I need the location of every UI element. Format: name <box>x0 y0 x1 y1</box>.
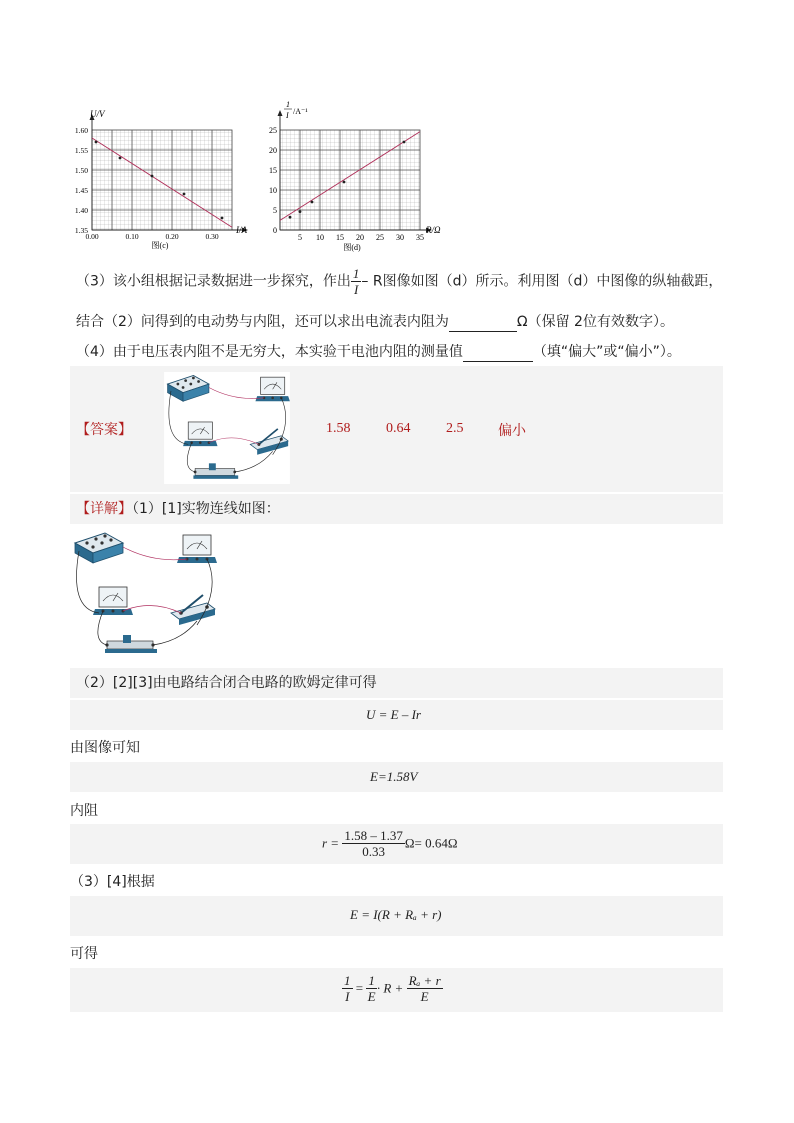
graph-c-ytick: 1.55 <box>74 146 88 155</box>
graph-d-xtick: 10 <box>316 233 324 242</box>
voltmeter-icon <box>255 377 289 401</box>
graph-d-ytick: 10 <box>269 186 277 195</box>
graph-d-xtick: 15 <box>336 233 344 242</box>
graph-d-ytick: 25 <box>269 126 277 135</box>
graph-c <box>68 100 258 252</box>
graph-d-ylabel: /A⁻¹ <box>293 107 308 116</box>
graph-c-ytick: 1.45 <box>74 186 88 195</box>
graph-c-ytick: 1.40 <box>74 206 88 215</box>
data-point <box>311 201 314 204</box>
graph-c-ylabel: U/V <box>90 109 105 119</box>
ammeter-icon <box>93 587 133 615</box>
equation-3: r = $\frac{1.58 - 1.37}{0.33}$ Ω= 0.64Ω <box>322 828 458 859</box>
graph-c-xtick: 0.10 <box>125 232 139 241</box>
voltmeter-icon <box>177 535 217 563</box>
graph-d-xtick: 30 <box>396 233 404 242</box>
graph-d-ytick: 15 <box>269 166 277 175</box>
equation-2: E=1.58V <box>370 769 418 784</box>
answer-blank <box>449 317 517 332</box>
detail-derive: 可得 <box>70 946 98 962</box>
answer-blank <box>463 347 533 362</box>
data-point <box>119 157 122 160</box>
q3-suffix: – R图像如图（d）所示。利用图（d）中图像的纵轴截距， <box>361 273 723 290</box>
graph-d <box>262 98 452 254</box>
graph-d-xtick: 25 <box>376 233 384 242</box>
data-point <box>289 216 292 219</box>
data-point <box>403 141 406 144</box>
graph-c-ytick: 1.35 <box>74 226 88 235</box>
detail-heading: 【详解】（1）[1]实物连线如图： <box>76 501 280 517</box>
question-3-line1 <box>76 266 726 297</box>
graph-c-xtick: 0.20 <box>165 232 179 241</box>
circuit-diagram-answer <box>164 372 290 484</box>
graph-d-ytick: 0 <box>273 226 277 235</box>
graph-d-ytick: 5 <box>273 206 277 215</box>
equation-3-fraction: $\frac{1.58 - 1.37}{0.33}$ <box>344 828 403 859</box>
graph-d-ytick: 20 <box>269 146 277 155</box>
question-3-line2: 结合（2）问得到的电动势与内阻，还可以求出电流表内阻为 Ω（保留 2位有效数字）。 <box>76 314 674 330</box>
graph-d-xtick: 5 <box>298 233 302 242</box>
answer-value-4: 偏小 <box>498 423 526 439</box>
detail-part2: （2）[2][3]由电路结合闭合电路的欧姆定律可得 <box>76 675 377 691</box>
graph-c-xtick: 0.30 <box>205 232 219 241</box>
detail-from-graph: 由图像可知 <box>70 740 140 756</box>
question-4: （4）由于电压表内阻不是无穷大，本实验干电池内阻的测量值 （填“偏大”或“偏小”）。 <box>76 344 681 360</box>
answer-label: 【答案】 <box>76 422 132 438</box>
q3-fraction: $\frac{1}{I}$ <box>352 266 360 297</box>
answer-value-3: 2.5 <box>446 421 464 436</box>
data-point <box>95 141 98 144</box>
equation-5: $\frac{1}{I}$ = $\frac{1}{E}$ · R + $\frac{\text{Rₐ + r}}{E}$ <box>344 973 441 1004</box>
equation-4: E = I(R + Rₐ + r) <box>350 907 442 922</box>
detail-internal-resistance: 内阻 <box>70 803 98 819</box>
graph-c-ytick: 1.60 <box>74 126 88 135</box>
data-point <box>343 181 346 184</box>
graph-d-caption: 图(d) <box>343 243 361 252</box>
graph-c-xlabel: I/A <box>236 225 247 235</box>
graph-d-ylabel-den: I <box>286 111 289 120</box>
data-point <box>221 217 224 220</box>
graph-c-ytick: 1.50 <box>74 166 88 175</box>
ammeter-icon <box>183 422 217 446</box>
detail-part3: （3）[4]根据 <box>70 874 155 890</box>
equation-1: U = E – Ir <box>366 707 421 722</box>
graph-c-caption: 图(c) <box>151 241 169 250</box>
graph-d-xtick: 35 <box>416 233 424 242</box>
graph-d-xtick: 20 <box>356 233 364 242</box>
circuit-diagram-detail <box>70 529 218 659</box>
data-point <box>183 193 186 196</box>
answer-value-1: 1.58 <box>326 421 351 436</box>
graph-d-ylabel-num: 1 <box>286 100 290 109</box>
graph-c-xtick: 0.00 <box>85 232 99 241</box>
q3-prefix: （3）该小组根据记录数据进一步探究，作出 <box>76 273 351 290</box>
graph-d-xlabel: R/Ω <box>426 225 441 235</box>
data-point <box>299 210 302 213</box>
answer-value-2: 0.64 <box>386 421 411 436</box>
data-point <box>151 175 154 178</box>
